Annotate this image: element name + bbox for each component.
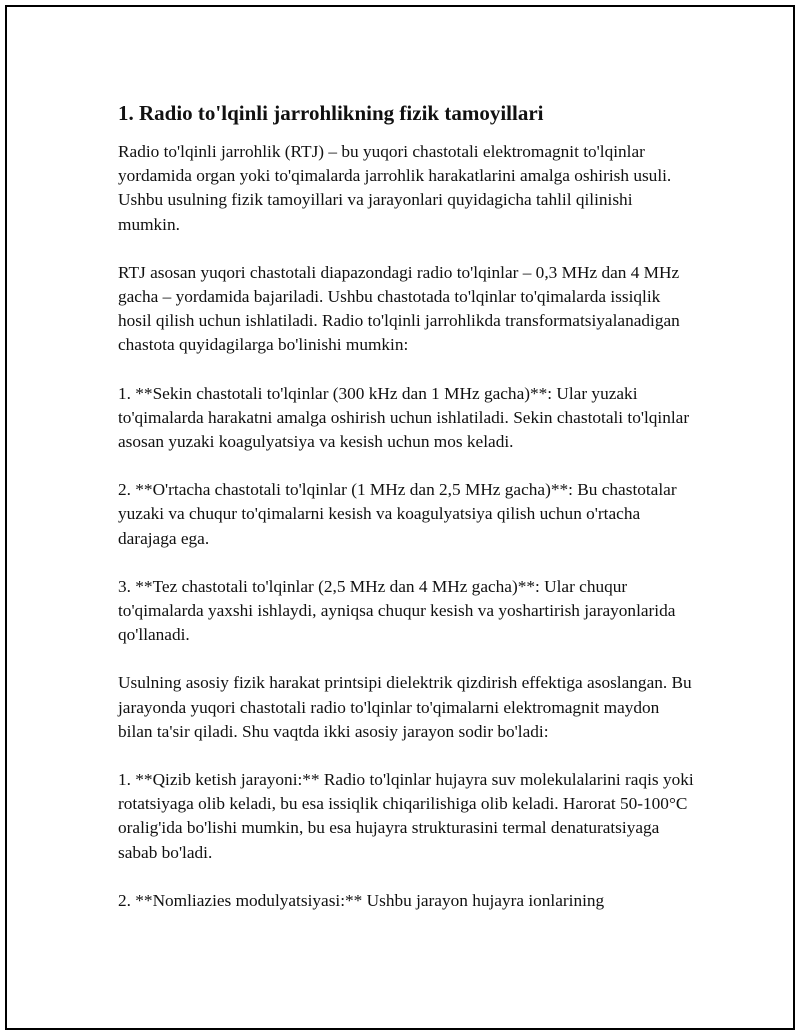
paragraph-intro: Radio to'lqinli jarrohlik (RTJ) – bu yuqori chastotali elektromagnit to'lqinlar yordamida organ yoki to'qimalarda jarrohlik harakatlarini amalga oshirish usuli. Ushbu usulning fizik tamoyillari va jarayonlari quyidagicha tahlil qilinishi mumkin. — [118, 142, 672, 234]
paragraph-frequency-range: RTJ asosan yuqori chastotali diapazondagi radio to'lqinlar – 0,3 MHz dan 4 MHz gacha – yordamida bajariladi. Ushbu chastotada to'lqinlar to'qimalarda issiqlik hosil qilish uchun ishlatiladi. Radio to'lqinli jarrohlikda transformatsiyalanadigan chastota quyidagilarga bo'linishi mumkin: — [118, 262, 680, 355]
list-item-heating-process: 1. **Qizib ketish jarayoni:** Radio to'lqinlar hujayra suv molekulalarini raqis yoki rotatsiyaga olib keladi, bu esa issiqlik chiqarilishiga olib keladi. Harorat 50-100°C oralig'ida bo'lishi mumkin, bu esa hujayra strukturasini termal denaturatsiyaga sabab bo'ladi. — [118, 770, 694, 862]
page-frame — [5, 5, 795, 1030]
document-body — [118, 99, 698, 937]
list-item-slow-waves: 1. **Sekin chastotali to'lqinlar (300 kHz dan 1 MHz gacha)**: Ular yuzaki to'qimalarda harakatni amalga oshirish uchun ishlatiladi. Sekin chastotali to'lqinlar asosan yuzaki koagulyatsiya va kesish uchun mos keladi. — [118, 383, 690, 452]
document-title: 1. Radio to'lqinli jarrohlikning fizik tamoyillari — [118, 101, 544, 125]
paragraph-dielectric-heating: Usulning asosiy fizik harakat printsipi dielektrik qizdirish effektiga asoslangan. Bu jarayonda yuqori chastotali radio to'lqinlar to'qimalarni elektromagnit maydon bilan ta'sir qiladi. Shu vaqtda ikki asosiy jarayon sodir bo'ladi: — [118, 673, 692, 741]
list-item-medium-waves: 2. **O'rtacha chastotali to'lqinlar (1 MHz dan 2,5 MHz gacha)**: Bu chastotalar yuzaki va chuqur to'qimalarni kesish va koagulyatsiya qilish uchun o'rtacha darajaga ega. — [118, 480, 677, 548]
list-item-fast-waves: 3. **Tez chastotali to'lqinlar (2,5 MHz dan 4 MHz gacha)**: Ular chuqur to'qimalarda yaxshi ishlaydi, ayniqsa chuqur kesish va yoshartirish jarayonlarida qo'llanadi. — [118, 576, 676, 645]
list-item-modulation: 2. **Nomliazies modulyatsiyasi:** Ushbu jarayon hujayra ionlarining — [118, 890, 605, 910]
